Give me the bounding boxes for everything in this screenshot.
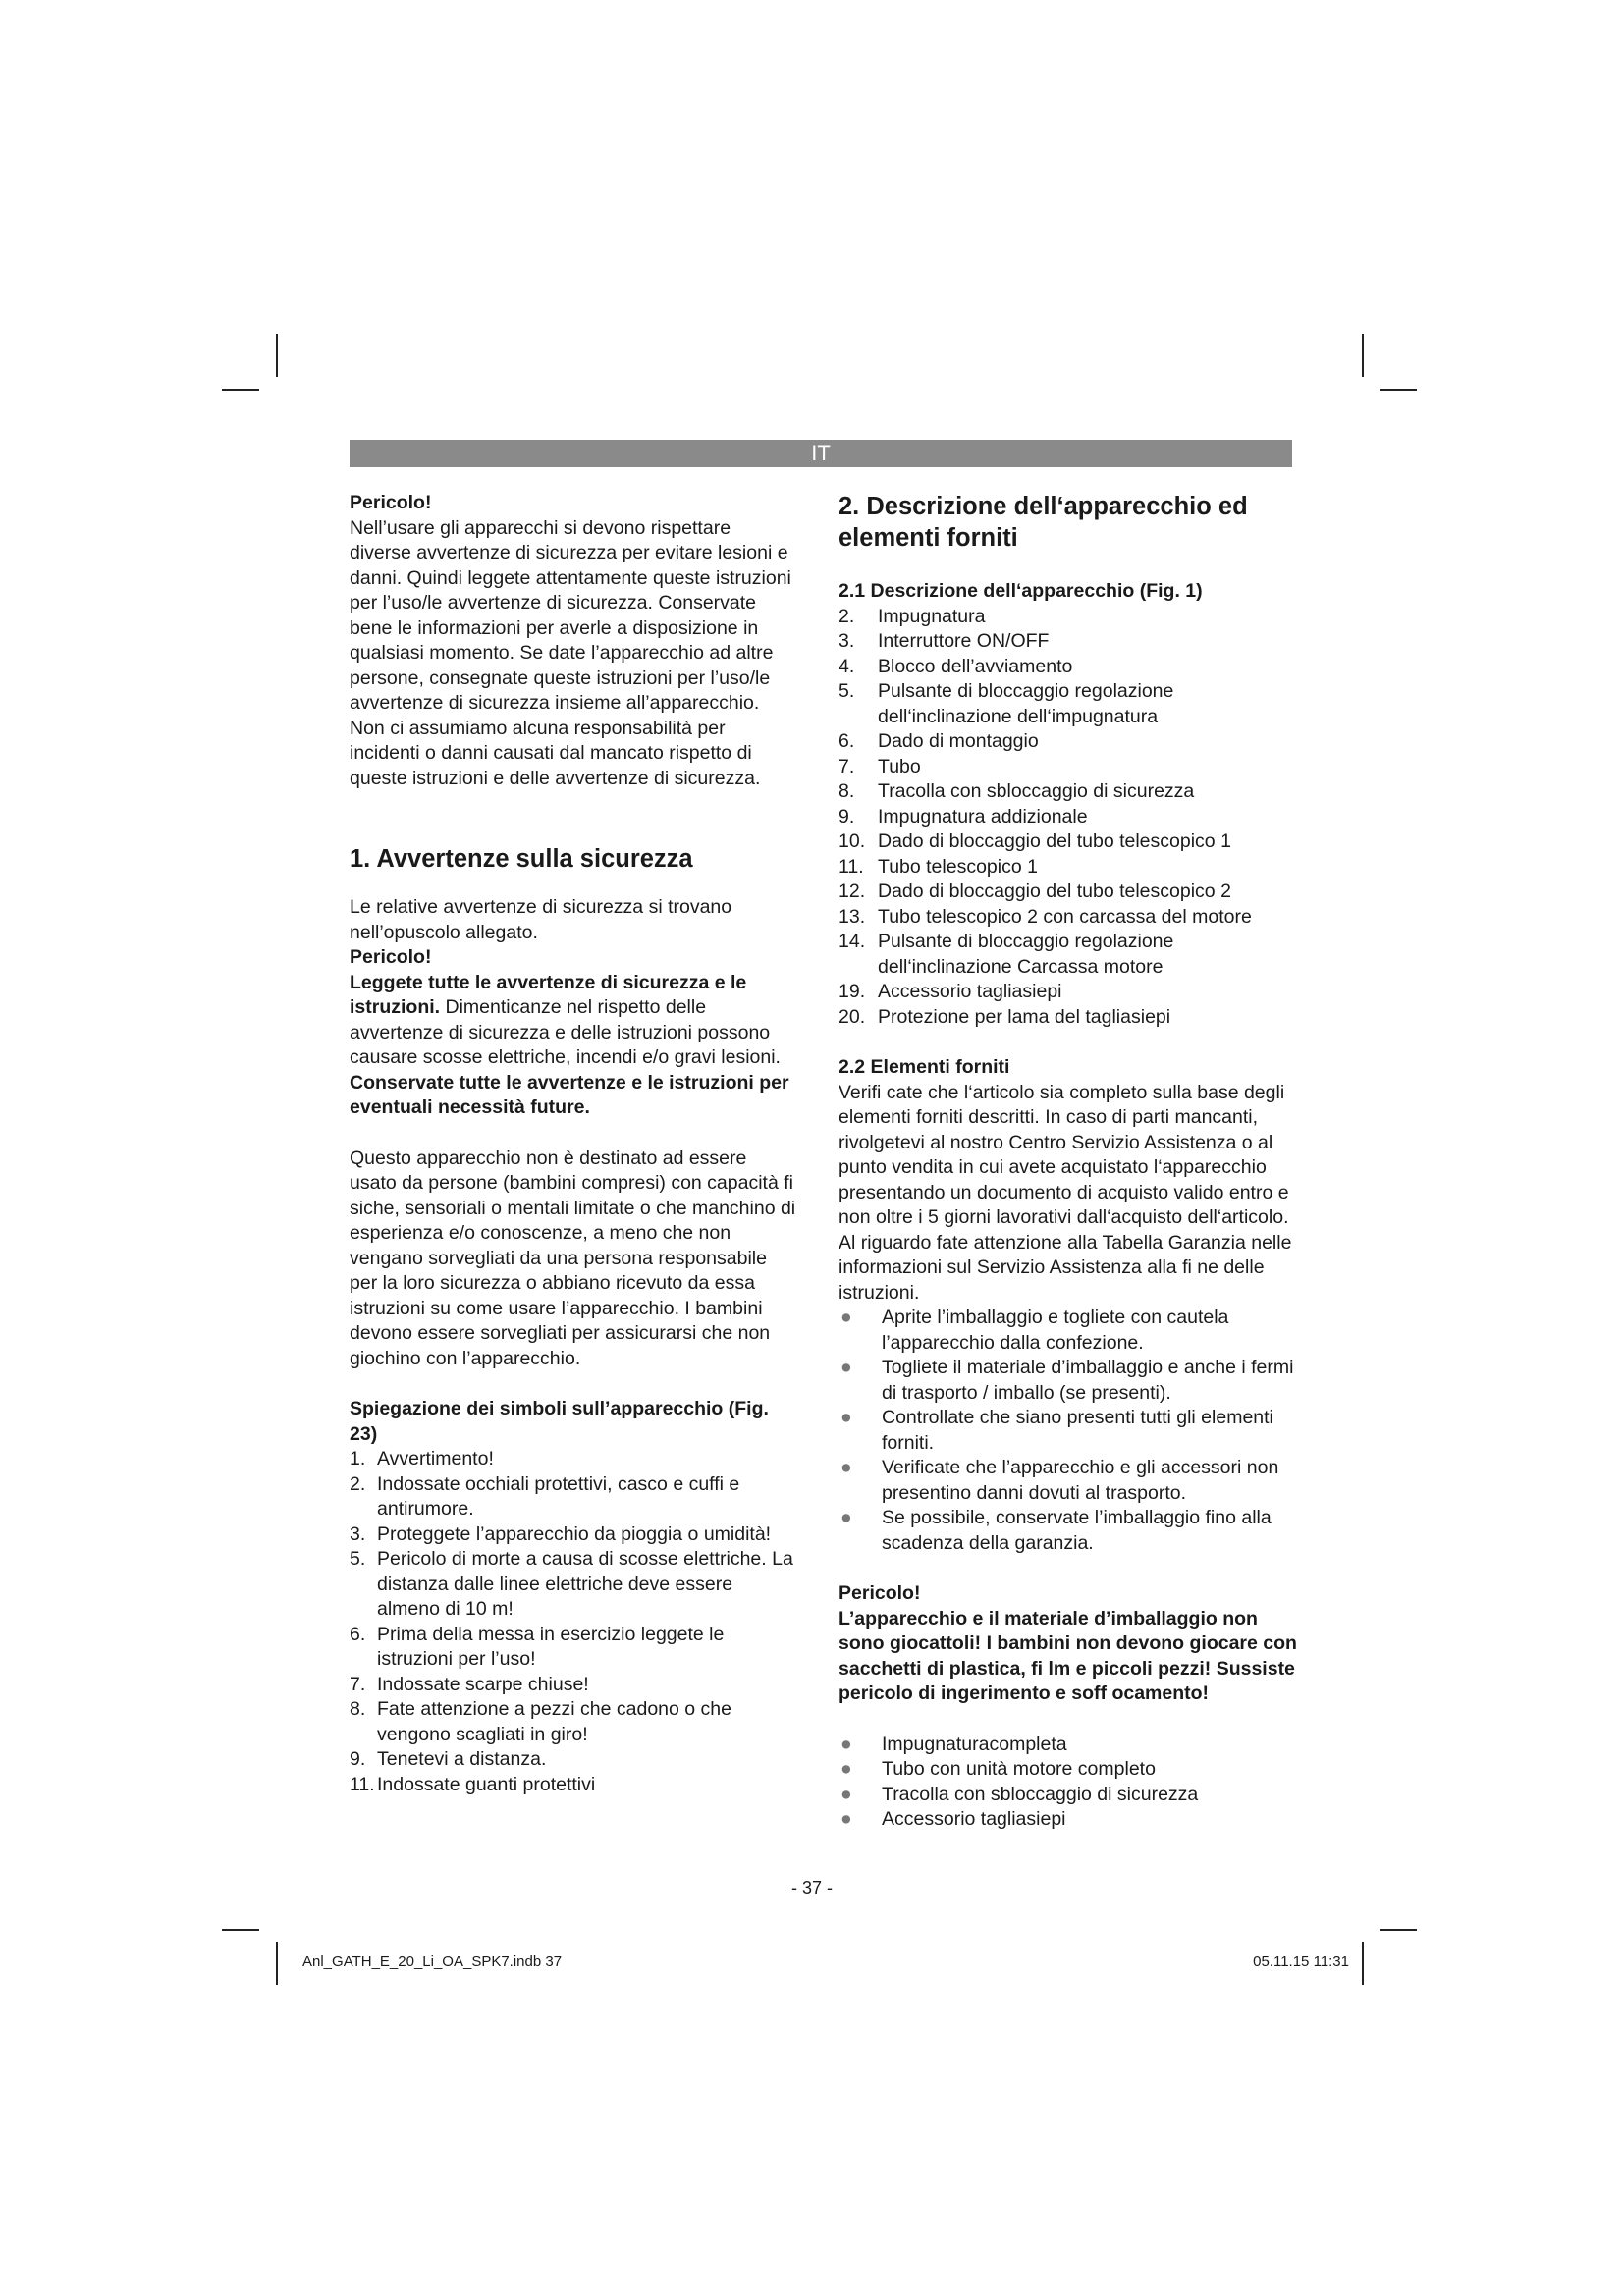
list-item: 2. Indossate occhiali protettivi, casco e cuffi e antirumore. [350,1472,740,1520]
list-item: ● Controllate che siano presenti tutti gli elementi forniti. [839,1406,1300,1456]
danger-title-2: Pericolo! [350,946,432,968]
right-column [839,491,1300,1833]
danger-text: Nell’usare gli apparecchi si devono rispettare diverse avvertenze di sicurezza per evitare lesioni e danni. Quindi leggete attentamente queste istruzioni per l’uso/le avvertenze di sicurezza. Conservate bene le informazioni per averle a disposizione in qualsiasi momento. Se date l’apparecchio ad altre persone, consegnate queste istruzioni per l’uso/le avvertenze di sicurezza insieme all’apparecchio. Non ci assumiamo alcuna responsabilità per incidenti o danni causati dal mancato rispetto di queste istruzioni e delle avvertenze di sicurezza. [350,516,791,789]
danger-plain: Dimenticanze nel rispetto delle avvertenze di sicurezza e delle istruzioni possono causare scosse elettriche, incendi e/o gravi lesioni. [350,996,781,1068]
language-label: IT [811,441,831,465]
list-item: 11. Tubo telescopico 1 [839,855,1038,878]
list-item: 5. Pericolo di morte a causa di scosse elettriche. La distanza dalle linee elettriche deve essere almeno di 10 m! [350,1548,793,1620]
list-item: 9. Tenetevi a distanza. [350,1748,547,1770]
crop-mark [1380,1929,1417,1931]
list-item: 12. Dado di bloccaggio del tubo telescopico 2 [839,881,1231,902]
list-item: ● Impugnaturacompleta [839,1733,1300,1758]
symbols-title: Spiegazione dei simboli sull’apparecchio (Fig. 23) [350,1398,769,1445]
print-timestamp: 05.11.15 11:31 [1253,1953,1349,1970]
crop-mark [276,1942,278,1985]
crop-mark [1380,389,1417,391]
list-item: ● Tracolla con sbloccaggio di sicurezza [839,1783,1300,1808]
supplied-paragraph: Verifi cate che l‘articolo sia completo sulla base degli elementi forniti descritti. In caso di parti mancanti, rivolgetevi al nostro Centro Servizio Assistenza o al punto vendita in cui avete acquistato l‘apparecchio presentando un documento di acquisto valido entro e non oltre i 5 giorni lavorativi dall‘acquisto dell‘articolo. Al riguardo fate attenzione alla Tabella Garanzia nelle informazioni sul Servizio Assistenza alla fi ne delle istruzioni. [839,1081,1292,1304]
list-item: ● Verificate che l’apparecchio e gli accessori non presentino danni dovuti al trasporto. [839,1456,1300,1506]
bullet-icon: ● [840,1758,852,1780]
danger-bold-2: Conservate tutte le avvertenze e le istruzioni per eventuali necessità future. [350,1071,789,1118]
list-item: 11. Indossate guanti protettivi [350,1773,596,1795]
persons-paragraph: Questo apparecchio non è destinato ad essere usato da persone (bambini compresi) con capacità fi siche, sensoriali o mentali limitate o che manchino di esperienza e/o conoscenze, a meno che non vengano sorvegliati da una persona responsabile per la loro sicurezza o abbiano ricevuto da essa istruzioni su come usare l’apparecchio. I bambini devono essere sorvegliati per assicurarsi che non giochino con l’apparecchio. [350,1147,796,1369]
list-item: 6. Prima della messa in esercizio leggete le istruzioni per l’uso! [350,1623,725,1670]
list-item: 3. Proteggete l’apparecchio da pioggia o umidità! [350,1522,772,1545]
list-item: 19. Accessorio tagliasiepi [839,981,1062,1002]
page-number: - 37 - [790,1878,833,1897]
danger-title-3: Pericolo! [839,1582,921,1604]
crop-mark [276,334,278,377]
danger-title: Pericolo! [350,492,432,513]
list-item: 7. Indossate scarpe chiuse! [350,1673,589,1695]
crop-mark [222,389,259,391]
subsection-2-2-title: 2.2 Elementi forniti [839,1056,1010,1078]
bullet-icon: ● [840,1507,852,1528]
section-1-title: 1. Avvertenze sulla sicurezza [350,845,693,873]
file-name: Anl_GATH_E_20_Li_OA_SPK7.indb 37 [302,1953,563,1970]
danger-bold-3: L’apparecchio e il materiale d’imballaggio non sono giocattoli! I bambini non devono giocare con sacchetti di plastica, fi lm e piccoli pezzi! Sussiste pericolo di ingerimento e soff ocamento! [839,1607,1297,1704]
list-item: 13. Tubo telescopico 2 con carcassa del motore [839,905,1252,928]
bullet-icon: ● [840,1808,852,1830]
list-item: ● Tubo con unità motore completo [839,1757,1300,1783]
danger-bold-1: Leggete tutte le avvertenze di sicurezza e le istruzioni. [350,971,747,1018]
danger-text-2 [350,971,796,1071]
bullet-icon: ● [840,1457,852,1478]
list-item: ● Se possibile, conservate l’imballaggio fino alla scadenza della garanzia. [839,1506,1300,1556]
list-item: 9. Impugnatura addizionale [839,805,1088,828]
crop-mark [1362,1942,1364,1985]
list-item: 1. Avvertimento! [350,1448,494,1469]
list-item: 4. Blocco dell’avviamento [839,655,1073,677]
unpacking-steps [839,1306,1300,1556]
list-item: 14. Pulsante di bloccaggio regolazione dell‘inclinazione Carcassa motore [839,931,1174,978]
list-item: 8. Fate attenzione a pezzi che cadono o che vengono scagliati in giro! [350,1698,731,1745]
crop-mark [1362,334,1364,377]
bullet-icon: ● [840,1307,852,1328]
list-item: 2. Impugnatura [839,605,986,627]
left-column [350,491,796,1797]
crop-mark [222,1929,259,1931]
symbols-list [350,1447,796,1797]
section-1-intro: Le relative avvertenze di sicurezza si trovano nell’opuscolo allegato. [350,896,732,943]
parts-list [839,605,1300,1031]
list-item: 10. Dado di bloccaggio del tubo telescopico 1 [839,830,1231,852]
list-item: 5. Pulsante di bloccaggio regolazione dell‘inclinazione dell‘impugnatura [839,680,1174,727]
subsection-2-1-title: 2.1 Descrizione dell‘apparecchio (Fig. 1) [839,580,1203,602]
list-item: ● Togliete il materiale d’imballaggio e anche i fermi di trasporto / imballo (se presenti). [839,1356,1300,1406]
list-item: 3. Interruttore ON/OFF [839,630,1050,652]
bullet-icon: ● [840,1783,852,1805]
list-item: 8. Tracolla con sbloccaggio di sicurezza [839,780,1195,802]
bullet-icon: ● [840,1733,852,1755]
section-2-title: 2. Descrizione dell‘apparecchio ed elementi forniti [839,493,1248,552]
language-header-bar [350,440,1292,467]
bullet-icon: ● [840,1357,852,1378]
list-item: ● Accessorio tagliasiepi [839,1807,1300,1833]
bullet-icon: ● [840,1407,852,1428]
list-item: 20. Protezione per lama del tagliasiepi [839,1005,1171,1028]
list-item: ● Aprite l’imballaggio e togliete con cautela l’apparecchio dalla confezione. [839,1306,1300,1356]
list-item: 6. Dado di montaggio [839,730,1039,752]
supplied-items-list [839,1733,1300,1833]
list-item: 7. Tubo [839,755,921,777]
